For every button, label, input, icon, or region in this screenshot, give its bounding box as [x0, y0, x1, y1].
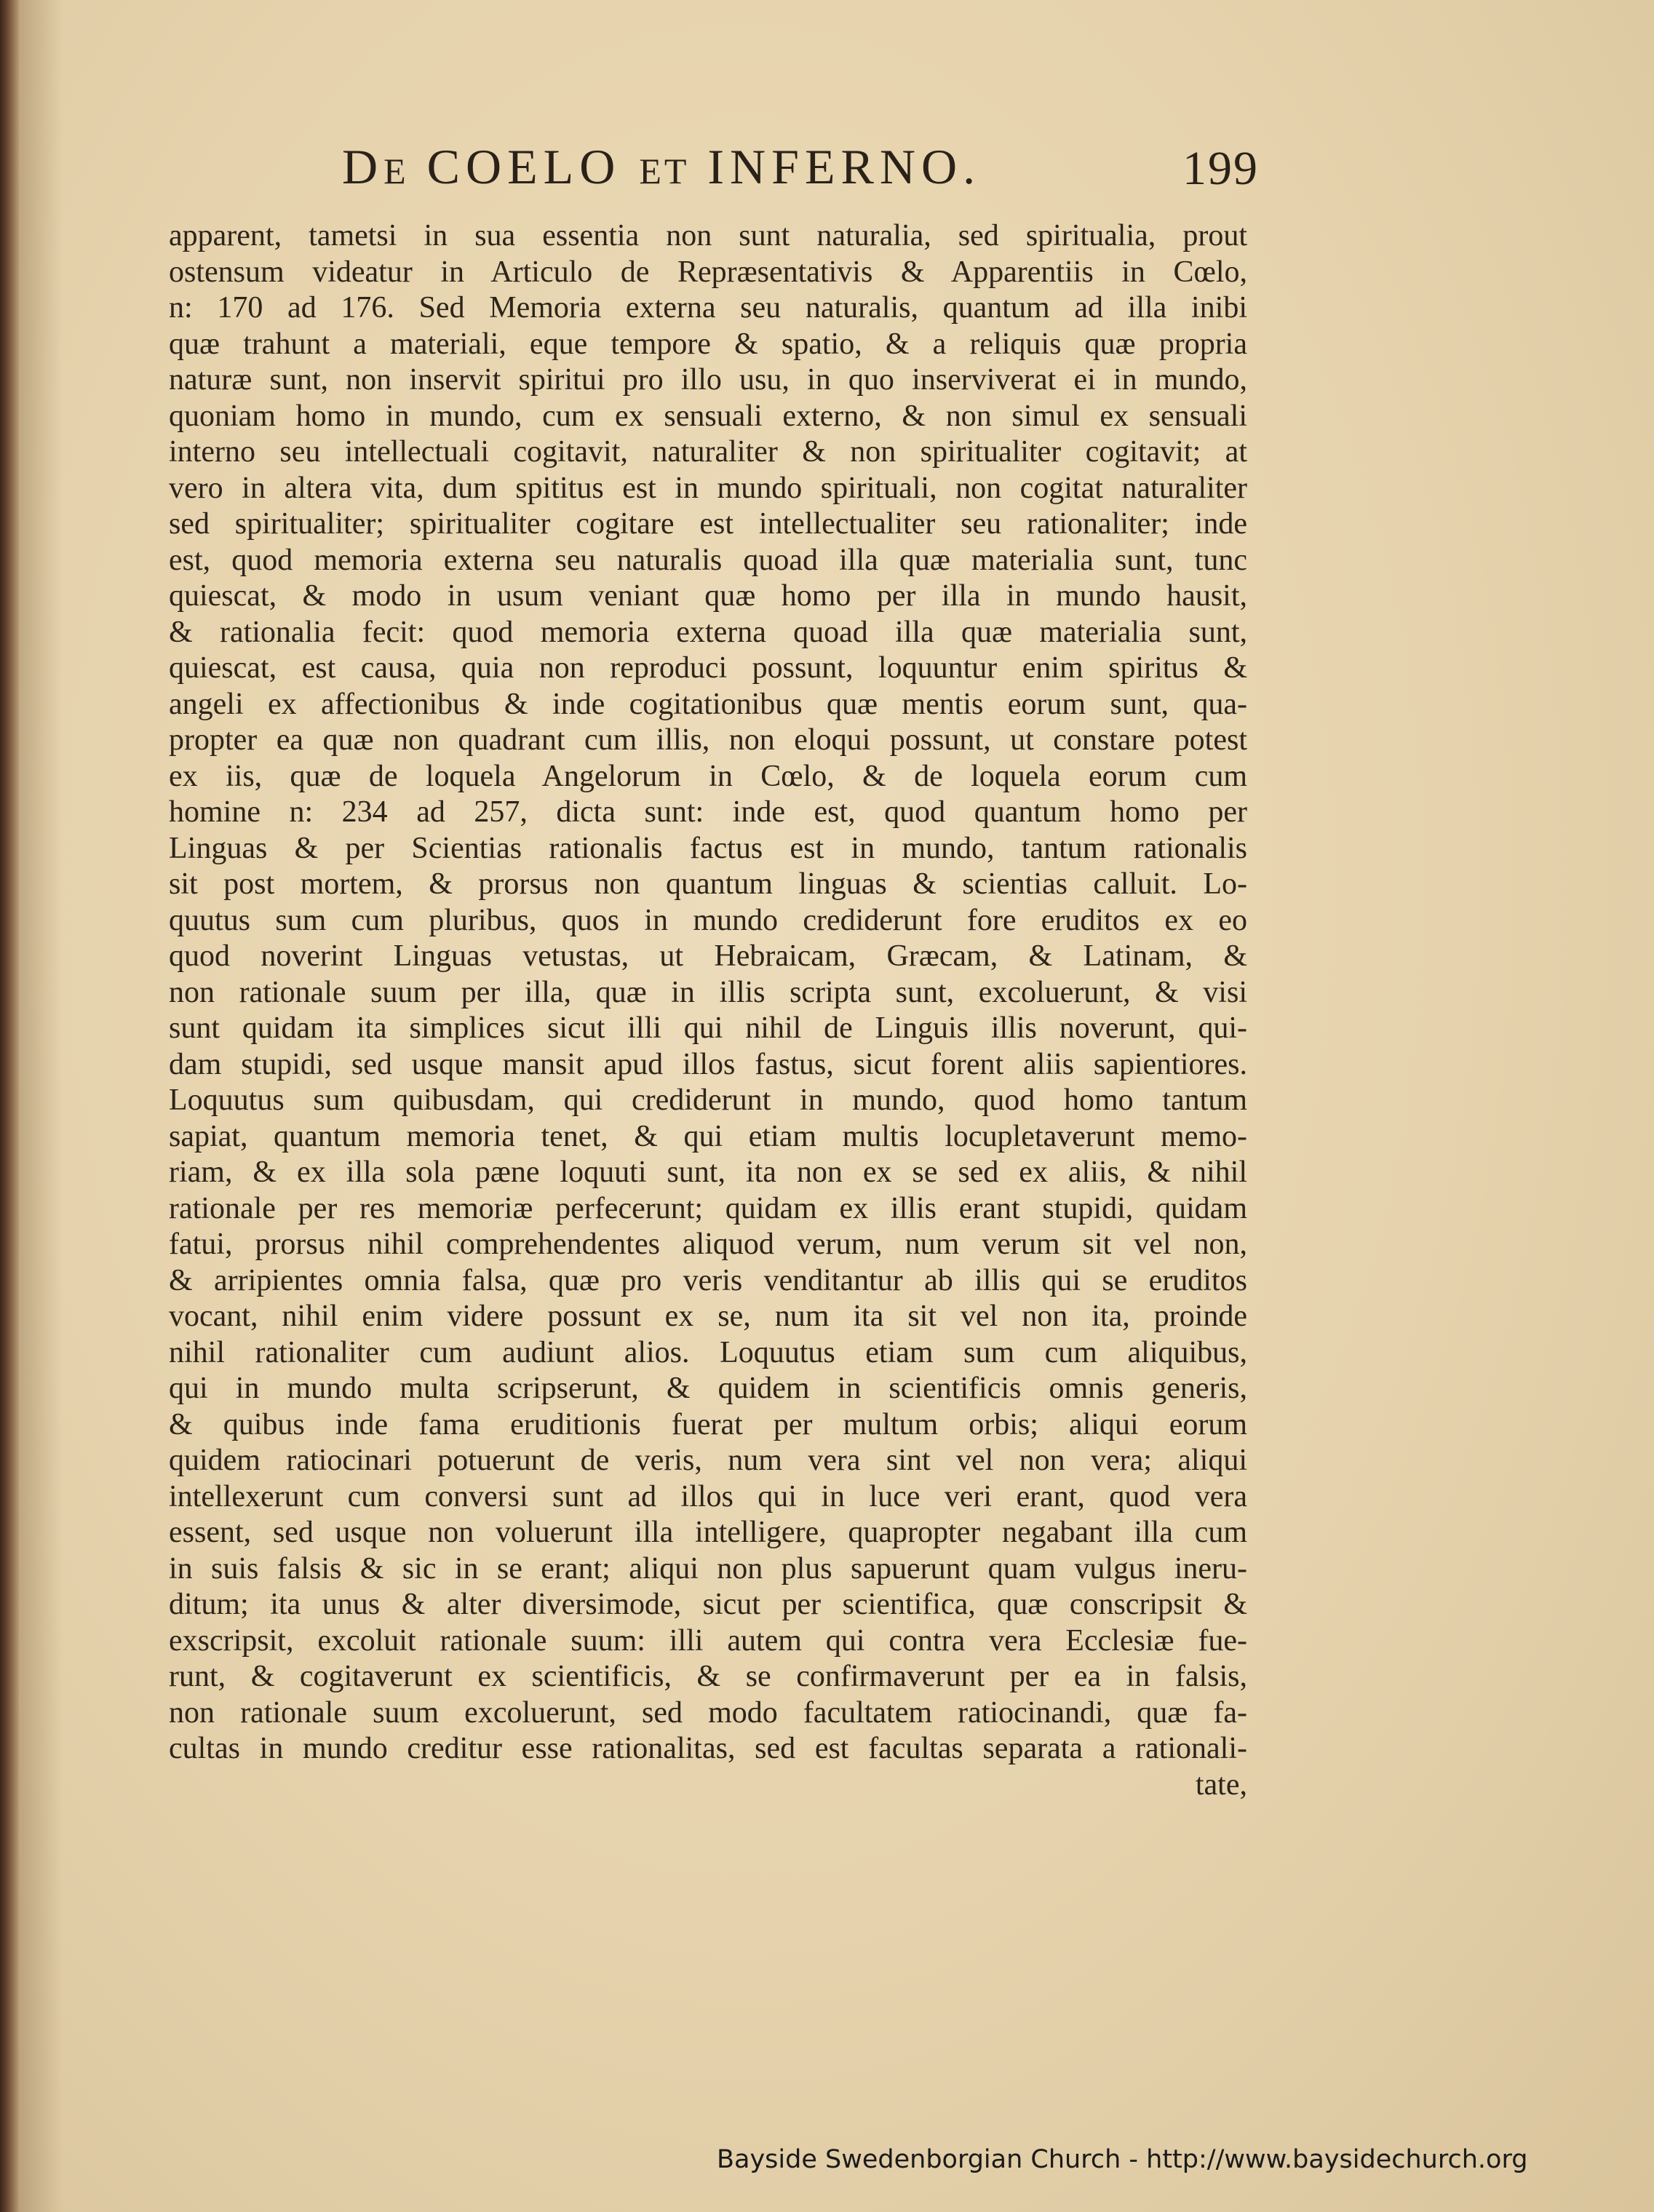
binding-edge [0, 0, 19, 2212]
text-line: cultas in mundo creditur esse rationalitas, sed est facultas separata a rationali- [169, 1732, 1247, 1765]
text-line: sapiat, quantum memoria tenet, & qui etiam multis locupletaverunt memo- [169, 1119, 1247, 1153]
text-line: quiescat, est causa, quia non reproduci possunt, loquuntur enim spiritus & [169, 651, 1247, 685]
text-line: quoniam homo in mundo, cum ex sensuali externo, & non simul ex sensuali [169, 399, 1247, 433]
text-line: nihil rationaliter cum audiunt alios. Loquutus etiam sum cum aliquibus, [169, 1335, 1247, 1369]
text-line: vero in altera vita, dum spititus est in mundo spirituali, non cogitat naturaliter [169, 471, 1247, 505]
text-line: n: 170 ad 176. Sed Memoria externa seu naturalis, quantum ad illa inibi [169, 291, 1247, 325]
text-line: quod noverint Linguas vetustas, ut Hebraicam, Græcam, & Latinam, & [169, 939, 1247, 973]
text-line: rationale per res memoriæ perfecerunt; quidam ex illis erant stupidi, quidam [169, 1191, 1247, 1225]
text-line: & arripientes omnia falsa, quæ pro veris venditantur ab illis qui se eruditos [169, 1263, 1247, 1297]
text-line: propter ea quæ non quadrant cum illis, non eloqui possunt, ut constare potest [169, 723, 1247, 757]
text-line: non rationale suum per illa, quæ in illis scripta sunt, excoluerunt, & visi [169, 975, 1247, 1009]
text-line: quiescat, & modo in usum veniant quæ homo per illa in mundo hausit, [169, 579, 1247, 613]
text-line: sit post mortem, & prorsus non quantum linguas & scientias calluit. Lo- [169, 867, 1247, 901]
text-line: est, quod memoria externa seu naturalis quoad illa quæ materialia sunt, tunc [169, 543, 1247, 577]
text-line: intellexerunt cum conversi sunt ad illos qui in luce veri erant, quod vera [169, 1479, 1247, 1513]
running-head [342, 138, 981, 196]
watermark-credit: Bayside Swedenborgian Church - http://www.baysidechurch.org [717, 2145, 1528, 2174]
running-head-et: ET [639, 151, 690, 191]
running-head-coelo: COELO [408, 139, 640, 194]
text-line: ditum; ita unus & alter diversimode, sicut per scientifica, quæ conscripsit & [169, 1588, 1247, 1621]
text-line: apparent, tametsi in sua essentia non sunt naturalia, sed spiritualia, prout [169, 219, 1247, 252]
text-line: non rationale suum excoluerunt, sed modo facultatem ratiocinandi, quæ fa- [169, 1695, 1247, 1730]
body-text [169, 218, 1247, 1803]
running-head-inferno: INFERNO. [689, 139, 982, 194]
text-line: quidem ratiocinari potuerunt de veris, num vera sint vel non vera; aliqui [169, 1444, 1247, 1477]
text-line: & quibus inde fama eruditionis fuerat per multum orbis; aliqui eorum [169, 1407, 1247, 1441]
page-header [342, 138, 1259, 204]
text-line: exscripsit, excoluit rationale suum: illi autem qui contra vera Ecclesiæ fue- [169, 1623, 1247, 1658]
text-line: Loquutus sum quibusdam, qui crediderunt in mundo, quod homo tantum [169, 1083, 1247, 1117]
text-line: & rationalia fecit: quod memoria externa quoad illa quæ materialia sunt, [169, 615, 1247, 649]
text-line: ostensum videatur in Articulo de Repræsentativis & Apparentiis in Cœlo, [169, 255, 1247, 289]
text-line: quutus sum cum pluribus, quos in mundo crediderunt fore eruditos ex eo [169, 903, 1247, 937]
gutter-shadow [19, 0, 63, 2212]
text-line: runt, & cogitaverunt ex scientificis, & se confirmaverunt per ea in falsis, [169, 1660, 1247, 1693]
text-line: sed spiritualiter; spiritualiter cogitare est intellectualiter seu rationaliter; inde [169, 507, 1247, 541]
text-line: vocant, nihil enim videre possunt ex se, num ita sit vel non ita, proinde [169, 1300, 1247, 1333]
text-line: sunt quidam ita simplices sicut illi qui nihil de Linguis illis noverunt, qui- [169, 1011, 1247, 1045]
text-line: in suis falsis & sic in se erant; aliqui non plus sapuerunt quam vulgus ineru- [169, 1551, 1247, 1586]
page-number: 199 [1182, 142, 1259, 195]
text-line: naturæ sunt, non inservit spiritui pro illo usu, in quo inserviverat ei in mundo, [169, 363, 1247, 397]
running-head-de-small: E [383, 151, 409, 191]
text-line: ex iis, quæ de loquela Angelorum in Cœlo, & de loquela eorum cum [169, 759, 1247, 793]
text-line: Linguas & per Scientias rationalis factus est in mundo, tantum rationalis [169, 831, 1247, 865]
text-line: angeli ex affectionibus & inde cogitationibus quæ mentis eorum sunt, qua- [169, 687, 1247, 721]
text-line: homine n: 234 ad 257, dicta sunt: inde est, quod quantum homo per [169, 795, 1247, 829]
text-line: fatui, prorsus nihil comprehendentes aliquod verum, num verum sit vel non, [169, 1228, 1247, 1261]
text-line: qui in mundo multa scripserunt, & quidem in scientificis omnis generis, [169, 1372, 1247, 1405]
text-line: dam stupidi, sed usque mansit apud illos fastus, sicut forent aliis sapientiores. [169, 1047, 1247, 1081]
running-head-de: D [342, 139, 384, 194]
text-line: essent, sed usque non voluerunt illa intelligere, quapropter negabant illa cum [169, 1516, 1247, 1549]
catchword: tate, [1195, 1767, 1247, 1802]
text-line: riam, & ex illa sola pæne loquuti sunt, ita non ex se sed ex aliis, & nihil [169, 1155, 1247, 1189]
text-line: quæ trahunt a materiali, eque tempore & spatio, & a reliquis quæ propria [169, 327, 1247, 361]
text-line: interno seu intellectuali cogitavit, naturaliter & non spiritualiter cogitavit; at [169, 435, 1247, 469]
